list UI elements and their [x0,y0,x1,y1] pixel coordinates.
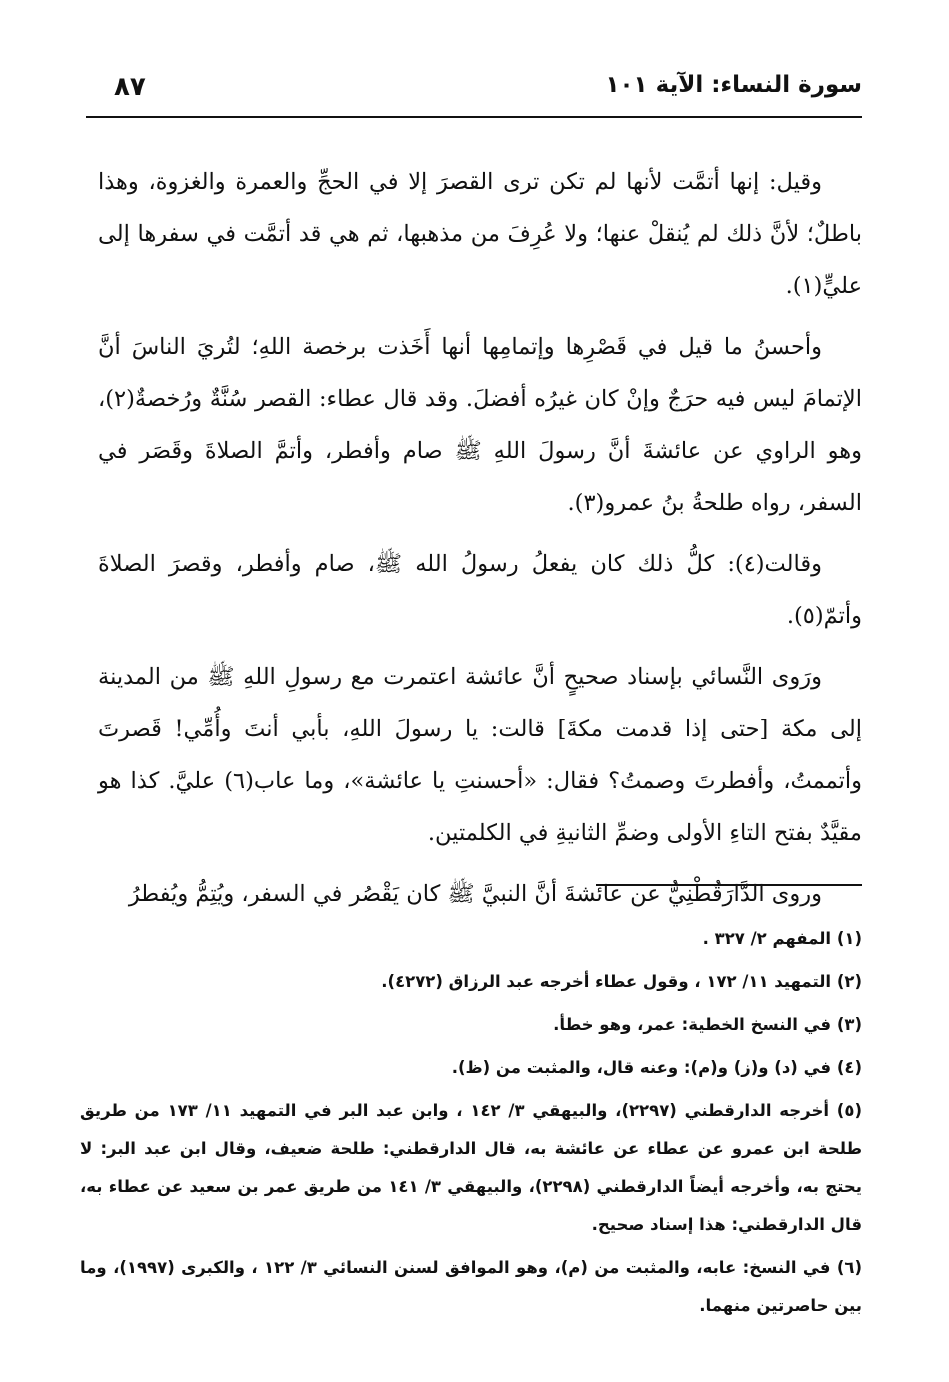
header-rule [86,116,862,118]
footnote: (٥) أخرجه الدارقطني (٢٢٩٧)، والبيهقي ٣/ ١٤٢ ، وابن عبد البر في التمهيد ١١/ ١٧٣ من طريق طلحة ابن عمرو عن عطاء عن عائشة به، قال الدارقطني: طلحة ضعيف، وقال ابن عبد البر: لا يحتج به، وأخرجه أيضاً الدارقطني (٢٢٩٨)، والبيهقي ٣/ ١٤١ من طريق عمر بن سعيد عن عطاء به، قال الدارقطني: هذا إسناد صحيح. [80,1101,863,1234]
paragraph: وقالت(٤): كلُّ ذلك كان يفعلُ رسولُ الله ﷺ، صام وأفطر، وقصرَ الصلاةَ وأتمّ(٥). [98,551,862,629]
footnotes [80,920,862,1330]
paragraph: وقيل: إنها أتمَّت لأنها لم تكن ترى القصرَ إلا في الحجِّ والعمرة والغزوة، وهذا باطلٌ؛ لأنَّ ذلك لم يُنقلْ عنها؛ ولا عُرِفَ من مذهبها، ثم هي قد أتمَّت في سفرها إلى عليٍّ(١). [98,169,862,299]
footnote: (٢) التمهيد ١١/ ١٧٢ ، وقول عطاء أخرجه عبد الرزاق (٤٢٧٢). [381,972,862,991]
footnote: (٤) في (د) و(ز) و(م): وعنه قال، والمثبت من (ظ). [451,1058,862,1077]
page-header [86,70,862,106]
footnote-separator [596,884,862,886]
page-number: ٨٧ [114,72,146,102]
paragraph: وروى الدَّارَقُطْنِيُّ عن عائشةَ أنَّ النبيَّ ﷺ كان يَقْصُر في السفر، ويُتِمُّ ويُفطرُ [128,881,822,907]
running-title: سورة النساء: الآية ١٠١ [605,72,862,98]
paragraph: ورَوى النَّسائي بإسناد صحيحٍ أنَّ عائشة اعتمرت مع رسولِ اللهِ ﷺ من المدينة إلى مكة [حتى إذا قدمت مكةَ] قالت: يا رسولَ اللهِ، بأبي أنتَ وأُمِّي! قَصرتَ وأتممتُ، وأفطرتَ وصمتُ؟ فقال: «أحسنتِ يا عائشة»، وما عاب(٦) عليَّ. كذا هو مقيَّدٌ بفتح التاءِ الأولى وضمِّ الثانيةِ في الكلمتين. [98,664,862,846]
paragraph: وأحسنُ ما قيل في قَصْرِها وإتمامِها أنها أَخَذت برخصة اللهِ؛ لتُريَ الناسَ أنَّ الإتمامَ ليس فيه حرَجٌ وإنْ كان غيرُه أفضلَ. وقد قال عطاء: القصر سُنَّةٌ ورُخصةٌ(٢)، وهو الراوي عن عائشةَ أنَّ رسولَ اللهِ ﷺ صام وأفطر، وأتمَّ الصلاةَ وقَصَر في السفر، رواه طلحةُ بنُ عمرو(٣). [98,334,862,516]
main-text [98,156,862,929]
footnote: (١) المفهم ٢/ ٣٢٧ . [702,929,862,948]
footnote: (٣) في النسخ الخطية: عمر، وهو خطأ. [553,1015,862,1034]
footnote: (٦) في النسخ: عابه، والمثبت من (م)، وهو الموافق لسنن النسائي ٣/ ١٢٢ ، والكبرى (١٩٩٧)، وما بين حاصرتين منهما. [80,1258,862,1315]
